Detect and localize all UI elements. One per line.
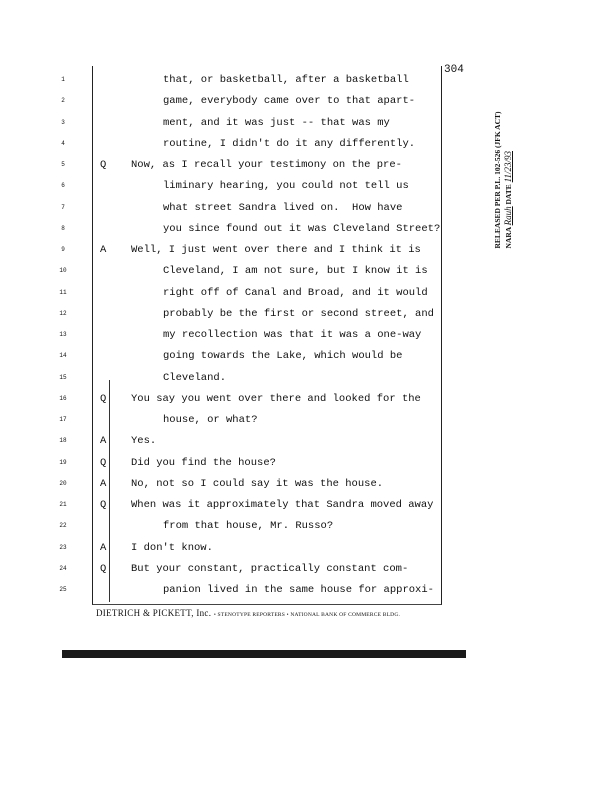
line-number: 13: [59, 331, 67, 338]
line-number: 21: [59, 501, 67, 508]
line-number: 3: [61, 118, 65, 126]
transcript-line: that, or basketball, after a basketball: [163, 74, 409, 86]
transcript-line: game, everybody came over to that apart-: [163, 95, 416, 108]
stamp-nara-label: NARA: [504, 227, 513, 249]
separator: •: [213, 612, 216, 618]
margin-rule: [109, 380, 110, 602]
line-number: 11: [59, 288, 67, 296]
line-number: 4: [61, 139, 65, 147]
answer-marker: A: [100, 244, 107, 256]
stamp-signature: Rauh: [503, 206, 513, 226]
address: NATIONAL BANK OF COMMERCE BLDG.: [290, 612, 401, 618]
stamp-date: 11/23/93: [503, 151, 513, 183]
transcript-line: liminary hearing, you could not tell us: [163, 180, 409, 193]
question-marker: Q: [100, 499, 107, 511]
line-number: 17: [59, 416, 67, 423]
line-number: 2: [61, 97, 65, 105]
transcript-line: You say you went over there and looked for the: [131, 392, 421, 405]
transcript-line: what street Sandra lived on. How have: [163, 201, 403, 214]
line-number: 25: [59, 586, 67, 593]
transcript-line: Cleveland, I am not sure, but I know it is: [163, 265, 428, 278]
line-number: 14: [59, 352, 67, 360]
transcript-line: probably be the first or second street, and: [163, 307, 434, 320]
line-number: 24: [59, 564, 67, 572]
transcript-line: Well, I just went over there and I think it is: [131, 244, 421, 256]
line-number: 8: [61, 224, 65, 232]
service-label: STENOTYPE REPORTERS: [217, 612, 286, 618]
line-number: 6: [61, 182, 65, 190]
transcript-line: ment, and it was just -- that was my: [163, 116, 390, 129]
transcript-line: When was it approximately that Sandra moved away: [131, 499, 434, 511]
transcript-line: I don't know.: [131, 541, 213, 554]
separator: •: [286, 612, 289, 618]
line-number: 9: [61, 246, 65, 253]
answer-marker: A: [100, 541, 107, 554]
question-marker: Q: [100, 562, 107, 575]
reporter-footer: [96, 608, 400, 618]
answer-marker: A: [100, 435, 107, 448]
line-number: 18: [59, 437, 67, 445]
question-marker: Q: [100, 392, 107, 405]
transcript-line: Cleveland.: [163, 371, 227, 384]
page-number: 304: [444, 64, 464, 76]
line-number: 22: [59, 522, 67, 530]
transcript-line: Now, as I recall your testimony on the pre-: [131, 159, 402, 171]
question-marker: Q: [100, 159, 107, 171]
transcript-line: going towards the Lake, which would be: [163, 350, 403, 363]
transcript-line: right off of Canal and Broad, and it would: [163, 286, 428, 299]
line-number: 5: [61, 161, 65, 168]
firm-name: DIETRICH & PICKETT, Inc.: [96, 608, 212, 618]
transcript-line: But your constant, practically constant com-: [131, 562, 409, 575]
line-number: 12: [59, 309, 67, 317]
line-number: 23: [59, 543, 67, 551]
transcript-line: house, or what?: [163, 414, 258, 426]
transcript-line: routine, I didn't do it any differently.: [163, 137, 416, 150]
line-number: 10: [59, 267, 67, 275]
line-number: 16: [59, 394, 67, 402]
line-number: 1: [61, 76, 65, 83]
release-stamp: [468, 90, 538, 270]
stamp-release-line: RELEASED PER P.L. 102-526 (JFK ACT): [493, 111, 502, 249]
line-number: 20: [59, 479, 67, 487]
transcript-line: Yes.: [131, 435, 157, 448]
transcript-line: panion lived in the same house for approxi-: [163, 584, 434, 596]
scan-edge-bar: [62, 650, 466, 658]
transcript-line: No, not so I could say it was the house.: [131, 477, 384, 490]
answer-marker: A: [100, 477, 107, 490]
line-number: 7: [61, 203, 65, 211]
question-marker: Q: [100, 456, 107, 469]
line-number: 19: [59, 458, 67, 466]
line-number: 15: [59, 373, 67, 381]
transcript-line: my recollection was that it was a one-way: [163, 329, 422, 341]
transcript-line: you since found out it was Cleveland Street?: [163, 222, 441, 235]
stamp-date-label: DATE: [504, 184, 513, 205]
transcript-line: from that house, Mr. Russo?: [163, 520, 334, 533]
transcript-line: Did you find the house?: [131, 456, 276, 469]
